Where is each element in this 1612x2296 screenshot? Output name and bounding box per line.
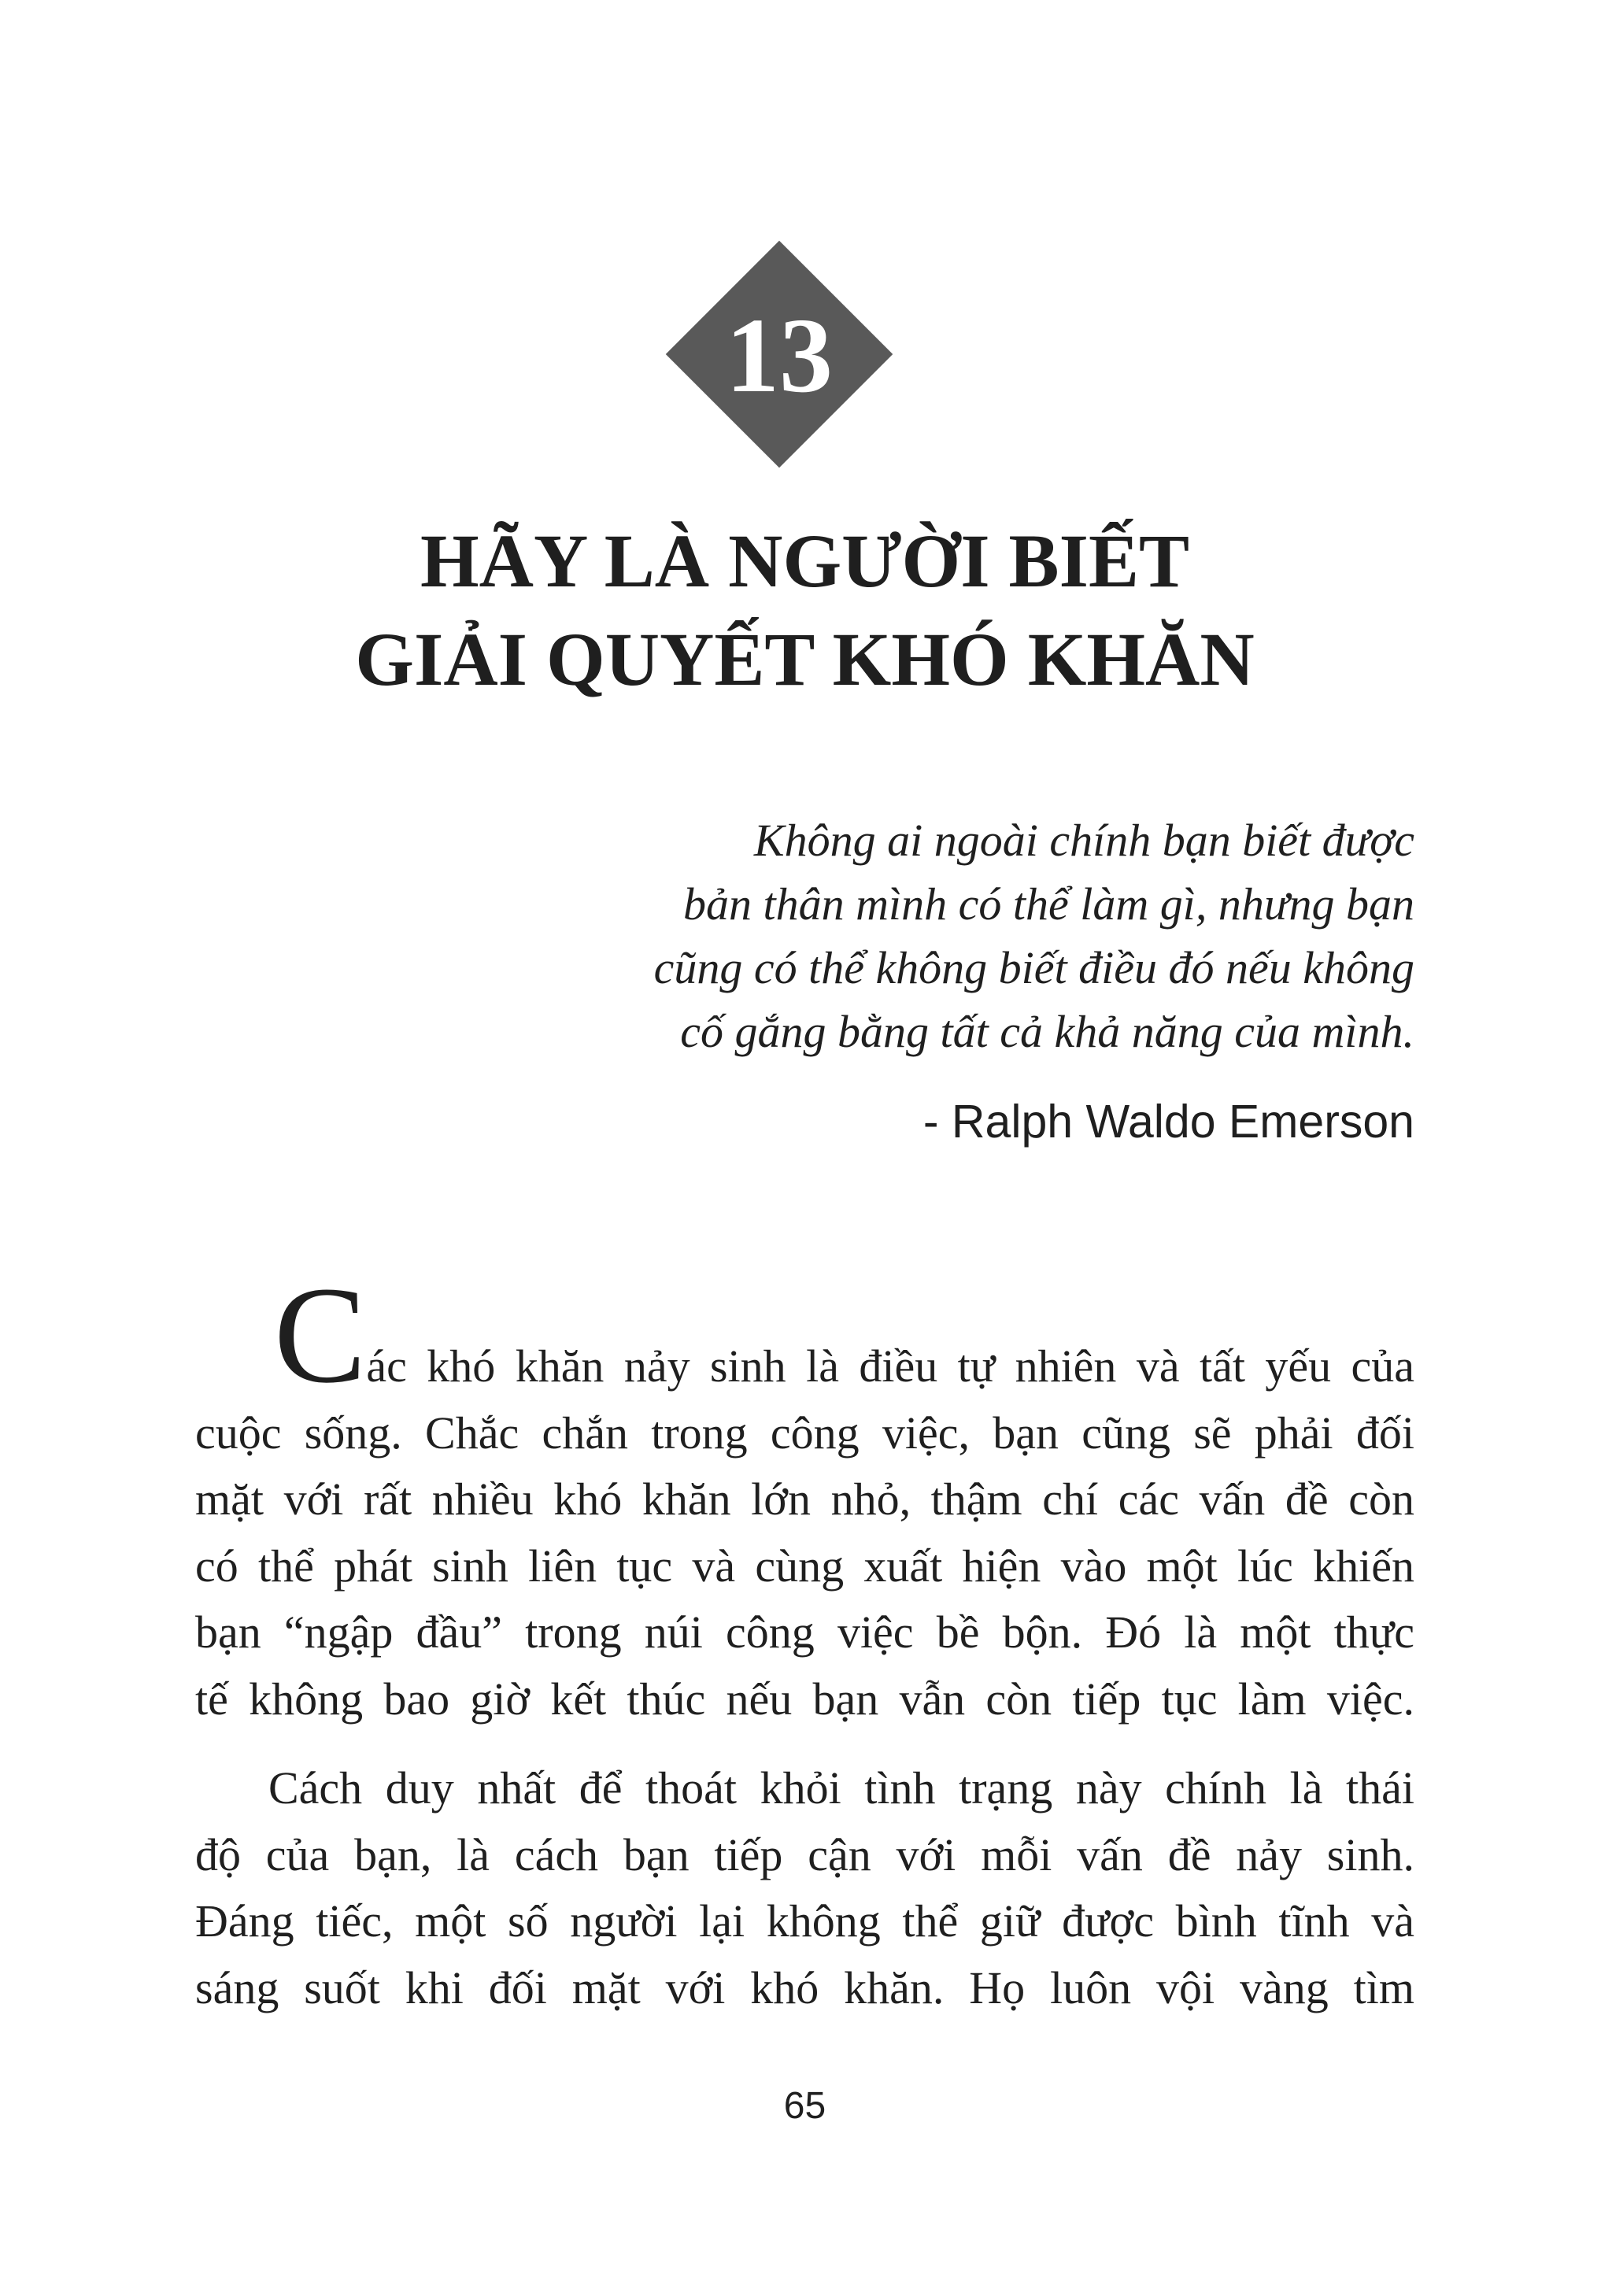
drop-cap: C bbox=[274, 1259, 367, 1412]
page-number: 65 bbox=[783, 2085, 826, 2127]
body-line: Cách duy nhất để thoát khỏi tình trạng này chính là thái bbox=[268, 1762, 1414, 1814]
body-line: bạn “ngập đầu” trong núi công việc bề bộn. Đó là một thực bbox=[195, 1606, 1414, 1658]
body-line: sáng suốt khi đối mặt với khó khăn. Họ luôn vội vàng tìm bbox=[195, 1961, 1414, 2013]
body-line: độ của bạn, là cách bạn tiếp cận với mỗi vấn đề nảy sinh. bbox=[195, 1828, 1414, 1880]
epigraph-line: cố gắng bằng tất cả khả năng của mình. bbox=[680, 1006, 1414, 1057]
chapter-title bbox=[195, 512, 1414, 708]
epigraph-author: - Ralph Waldo Emerson bbox=[922, 1096, 1414, 1148]
body-line bbox=[195, 1259, 1414, 1412]
epigraph-line: Không ai ngoài chính bạn biết được bbox=[753, 815, 1414, 866]
epigraph-line: cũng có thể không biết điều đó nếu không bbox=[653, 942, 1414, 993]
paragraph bbox=[195, 1259, 1414, 1732]
body-line: có thể phát sinh liên tục và cùng xuất hiện vào một lúc khiến bbox=[195, 1540, 1414, 1592]
paragraph bbox=[195, 1755, 1414, 2021]
body-line: tế không bao giờ kết thúc nếu bạn vẫn còn tiếp tục làm việc. bbox=[195, 1673, 1414, 1725]
chapter-number: 13 bbox=[726, 297, 833, 415]
epigraph-line: bản thân mình có thể làm gì, nhưng bạn bbox=[683, 878, 1414, 930]
body-line: mặt với rất nhiều khó khăn lớn nhỏ, thậm chí các vấn đề còn bbox=[195, 1473, 1414, 1525]
body-line-text: ác khó khăn nảy sinh là điều tự nhiên và tất yếu của bbox=[366, 1340, 1414, 1392]
body-line: cuộc sống. Chắc chắn trong công việc, bạn cũng sẽ phải đối bbox=[195, 1407, 1414, 1459]
chapter-title-line: GIẢI QUYẾT KHÓ KHĂN bbox=[355, 617, 1255, 701]
body-line: Đáng tiếc, một số người lại không thể giữ được bình tĩnh và bbox=[195, 1895, 1414, 1947]
epigraph-quote bbox=[195, 808, 1414, 1063]
chapter-title-line: HÃY LÀ NGƯỜI BIẾT bbox=[420, 519, 1189, 603]
